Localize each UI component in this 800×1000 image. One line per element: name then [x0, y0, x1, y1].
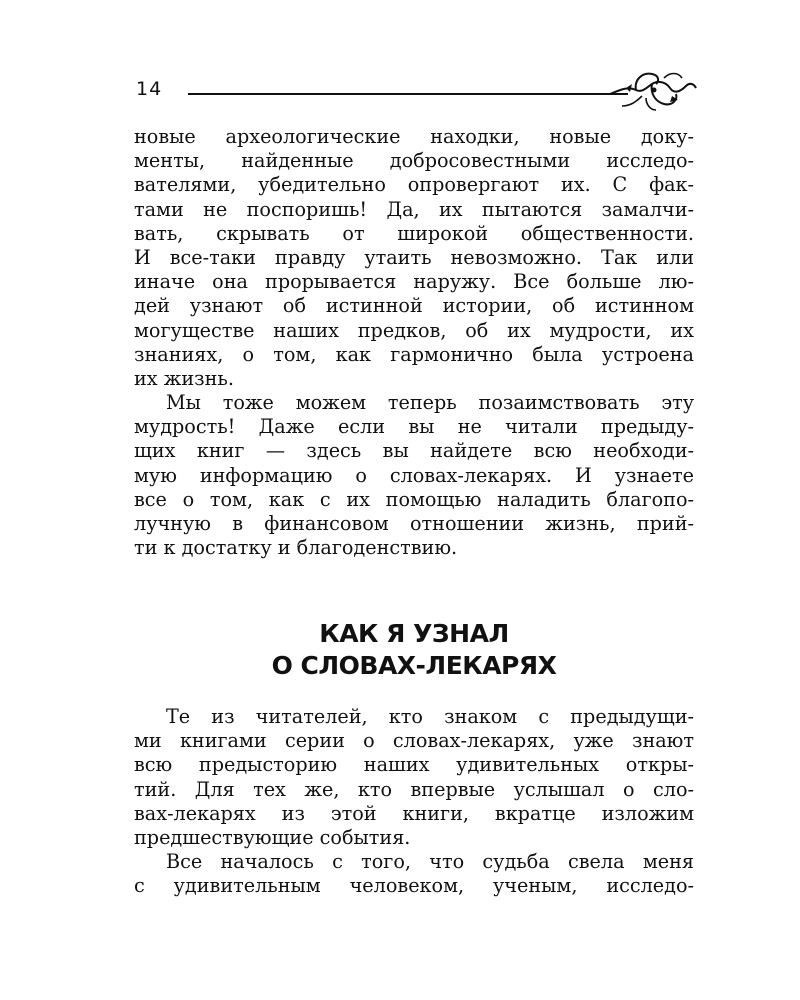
text-line: могуществе наших предков, об их мудрости, их — [134, 318, 694, 342]
text-line: Мы тоже можем теперь позаимствовать эту — [166, 391, 694, 415]
chapter-title-line-2: О СЛОВАХ-ЛЕКАРЯХ — [271, 651, 557, 680]
text-line: щих книг — здесь вы найдете всю необходи- — [134, 439, 694, 463]
text-line: вах-лекарях из этой книги, вкратце изложим — [134, 801, 694, 825]
text-line: лучную в финансовом отношении жизнь, прий- — [134, 512, 694, 535]
text-line: всю предысторию наших удивительных откры- — [134, 753, 694, 777]
text-line: все о том, как с их помощью наладить благопо- — [134, 487, 694, 511]
text-line: дей узнают об истинной истории, об истинном — [134, 294, 694, 318]
text-line: мудрость! Даже если вы не читали предыду- — [134, 415, 694, 439]
text-line: мую информацию о словах-лекарях. И узнаете — [134, 463, 694, 487]
text-line: знаниях, о том, как гармонично была устроена — [134, 342, 694, 366]
header-rule — [188, 93, 628, 95]
text-line: с удивительным человеком, ученым, исследо- — [134, 874, 694, 898]
text-line: И все-таки правду утаить невозможно. Так или — [134, 245, 694, 269]
text-line: менты, найденные добросовестными исследо- — [134, 149, 694, 173]
text-line: предшествующие события. — [134, 825, 411, 849]
text-line: новые археологические находки, новые доку- — [134, 125, 694, 148]
text-line: ми книгами серии о словах-лекарях, уже знают — [134, 729, 694, 753]
text-line: ти к достатку и благоденствию. — [134, 536, 458, 560]
text-line: тами не поспоришь! Да, их пытаются замалчи- — [134, 197, 694, 221]
text-line: иначе она прорывается наружу. Все больше лю- — [134, 270, 694, 294]
text-line: их жизнь. — [134, 366, 234, 390]
chapter-title-line-1: КАК Я УЗНАЛ — [319, 619, 509, 648]
text-line: вателями, убедительно опровергают их. С фак- — [134, 173, 694, 197]
chapter-title — [134, 618, 694, 682]
body-text-section-2 — [134, 705, 694, 899]
body-text-section-1 — [134, 125, 694, 560]
text-line: Те из читателей, кто знаком с предыдущи- — [166, 705, 694, 728]
text-line: вать, скрывать от широкой общественности. — [134, 221, 694, 245]
page-number: 14 — [136, 78, 163, 100]
text-line: Все началось с того, что судьба свела меня — [166, 850, 694, 874]
text-line: тий. Для тех же, кто впервые услышал о сло- — [134, 777, 694, 801]
dragon-ornament-icon — [606, 66, 698, 114]
